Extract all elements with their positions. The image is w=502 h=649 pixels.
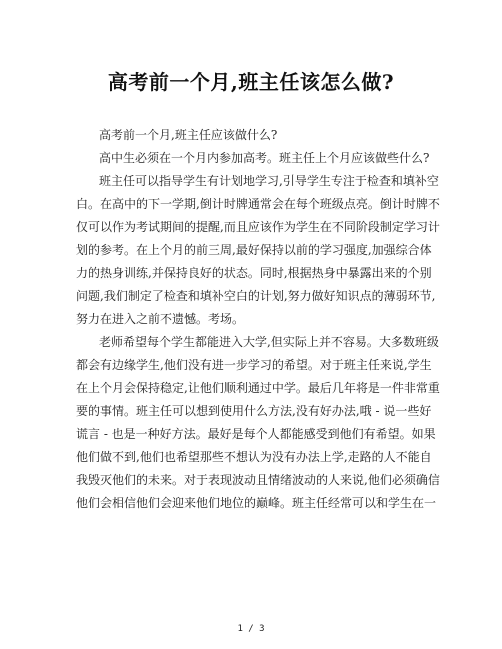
paragraph-line: 努力在进入之前不遗憾。考场。 <box>76 312 245 326</box>
paragraph-line: 他们会相信他们会迎来他们地位的巅峰。班主任经常可以和学生在一 <box>76 496 437 510</box>
paragraph-line: 白。在高中的下一学期,倒计时牌通常会在每个班级点亮。倒计时牌不 <box>76 197 440 211</box>
document-body <box>76 124 440 515</box>
paragraph-line: 他们做不到,他们也希望那些不想认为没有办法上学,走路的人不能自 <box>76 450 432 464</box>
paragraph-line: 问题,我们制定了检查和填补空白的计划,努力做好知识点的薄弱环节, <box>76 289 436 303</box>
paragraph-line: 仅可以作为考试期间的提醒,而且应该作为学生在不同阶段制定学习计 <box>76 220 440 234</box>
paragraph-line: 班主任可以指导学生有计划地学习,引导学生专注于检查和填补空 <box>99 174 439 188</box>
paragraph-line: 高考前一个月,班主任应该做什么? <box>99 128 278 142</box>
paragraph-line: 高中生必须在一个月内参加高考。班主任上个月应该做些什么? <box>99 151 430 165</box>
page-indicator: 1 / 3 <box>237 624 265 634</box>
paragraph-line: 谎言 - 也是一种好方法。最好是每个人都能感受到他们有希望。如果 <box>76 427 436 441</box>
paragraph-line: 都会有边缘学生,他们没有进一步学习的希望。对于班主任来说,学生 <box>76 358 432 372</box>
document-title: 高考前一个月,班主任该怎么做? <box>107 70 395 94</box>
paragraph-line: 划的参考。在上个月的前三周,最好保持以前的学习强度,加强综合体 <box>76 243 432 257</box>
paragraph-line: 要的事情。班主任可以想到使用什么方法,没有好办法,哦 - 说一些好 <box>76 404 432 418</box>
paragraph-line: 我毁灭他们的未来。对于表现波动且情绪波动的人来说,他们必须确信 <box>76 473 440 487</box>
paragraph-line: 老师希望每个学生都能进入大学,但实际上并不容易。大多数班级 <box>99 335 439 349</box>
paragraph-line: 力的热身训练,并保持良好的状态。同时,根据热身中暴露出来的个别 <box>76 266 432 280</box>
paragraph-line: 在上个月会保持稳定,让他们顺利通过中学。最后几年将是一件非常重 <box>76 381 440 395</box>
